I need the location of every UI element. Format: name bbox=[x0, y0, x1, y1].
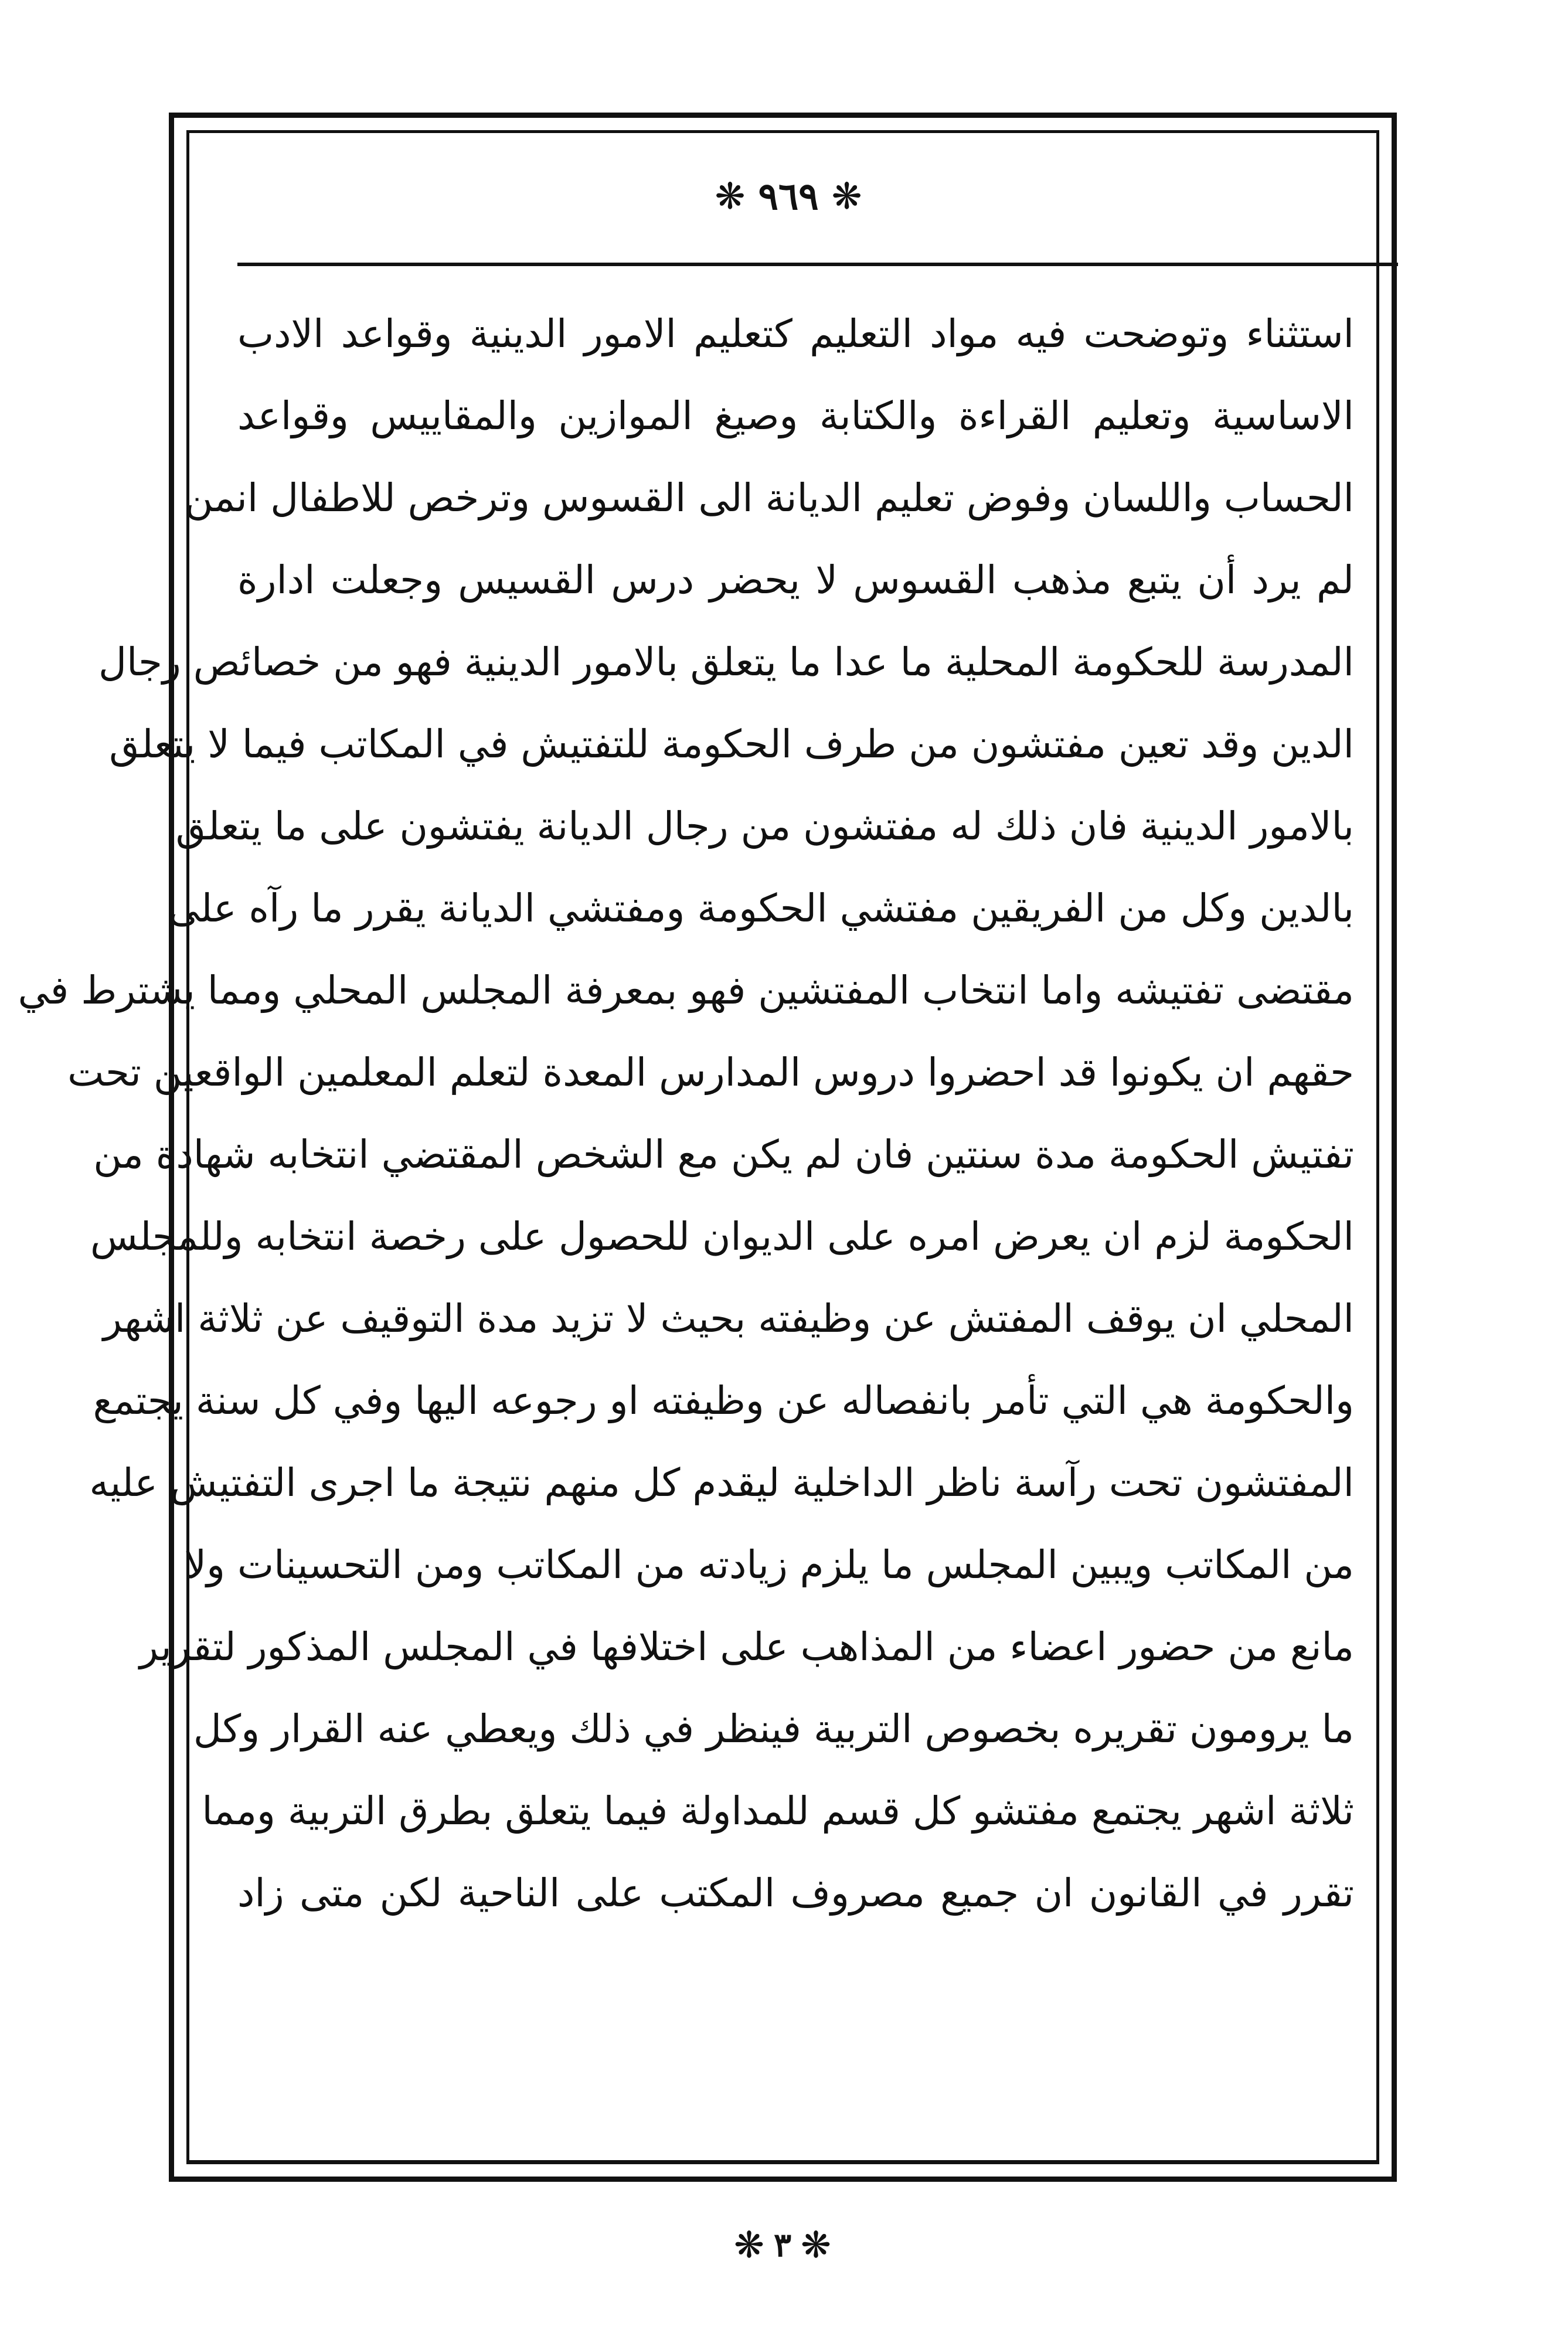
footer-divider bbox=[186, 2160, 1379, 2162]
text-line: بالدين وكل من الفريقين مفتشي الحكومة ومفتشي الديانة يقرر ما رآه على bbox=[168, 886, 1354, 931]
text-line: المفتشون تحت رآسة ناظر الداخلية ليقدم كل منهم نتيجة ما اجرى التفتيش عليه bbox=[89, 1460, 1354, 1505]
text-line: مانع من حضور اعضاء من المذاهب على اختلافها في المجلس المذكور لتقرير bbox=[140, 1624, 1354, 1669]
text-line: المحلي ان يوقف المفتش عن وظيفته بحيث لا تزيد مدة التوقيف عن ثلاثة اشهر bbox=[103, 1296, 1354, 1341]
text-line: تقرر في القانون ان جميع مصروف المكتب على الناحية لكن متى زاد bbox=[237, 1871, 1354, 1916]
text-line: من المكاتب ويبين المجلس ما يلزم زيادته من المكاتب ومن التحسينات ولا bbox=[184, 1542, 1354, 1587]
text-line: تفتيش الحكومة مدة سنتين فان لم يكن مع الشخص المقتضي انتخابه شهادة من bbox=[93, 1132, 1354, 1177]
text-line: والحكومة هي التي تأمر بانفصاله عن وظيفته او رجوعه اليها وفي كل سنة يجتمع bbox=[93, 1378, 1354, 1423]
text-line: حقهم ان يكونوا قد احضروا دروس المدارس المعدة لتعلم المعلمين الواقعين تحت bbox=[67, 1050, 1354, 1095]
signature-number: ٣ bbox=[773, 2226, 792, 2264]
text-line: ما يرومون تقريره بخصوص التربية فينظر في ذلك ويعطي عنه القرار وكل bbox=[193, 1706, 1354, 1752]
ornament-icon: ❋ bbox=[801, 2223, 831, 2266]
text-line: مقتضى تفتيشه واما انتخاب المفتشين فهو بمعرفة المجلس المحلي ومما يشترط في bbox=[18, 968, 1354, 1013]
text-line: المدرسة للحكومة المحلية ما عدا ما يتعلق بالامور الدينية فهو من خصائص رجال bbox=[98, 640, 1354, 685]
text-line: ثلاثة اشهر يجتمع مفتشو كل قسم للمداولة فيما يتعلق بطرق التربية ومما bbox=[202, 1788, 1354, 1834]
ornament-icon: ❋ bbox=[734, 2223, 764, 2266]
text-line: لم يرد أن يتبع مذهب القسوس لا يحضر درس القسيس وجعلت ادارة bbox=[237, 557, 1354, 603]
text-line: بالامور الدينية فان ذلك له مفتشون من رجال الديانة يفتشون على ما يتعلق bbox=[175, 804, 1354, 849]
text-line: استثناء وتوضحت فيه مواد التعليم كتعليم الامور الدينية وقواعد الادب bbox=[237, 311, 1354, 356]
body-text bbox=[18, 293, 1354, 1934]
text-line: الحكومة لزم ان يعرض امره على الديوان للحصول على رخصة انتخابه وللمجلس bbox=[90, 1214, 1354, 1259]
text-line: الحساب واللسان وفوض تعليم الديانة الى القسوس وترخص للاطفال انمن bbox=[185, 475, 1354, 521]
page-number-header bbox=[665, 170, 911, 223]
ornament-icon: ❋ bbox=[715, 175, 746, 217]
ornament-icon: ❋ bbox=[831, 175, 862, 217]
page-number: ٩٦٩ bbox=[758, 174, 819, 219]
text-line: الدين وقد تعين مفتشون من طرف الحكومة للتفتيش في المكاتب فيما لا يتعلق bbox=[109, 722, 1354, 767]
signature-mark bbox=[712, 2222, 853, 2269]
text-line: الاساسية وتعليم القراءة والكتابة وصيغ الموازين والمقاييس وقواعد bbox=[237, 393, 1354, 438]
header-divider bbox=[237, 263, 1398, 266]
